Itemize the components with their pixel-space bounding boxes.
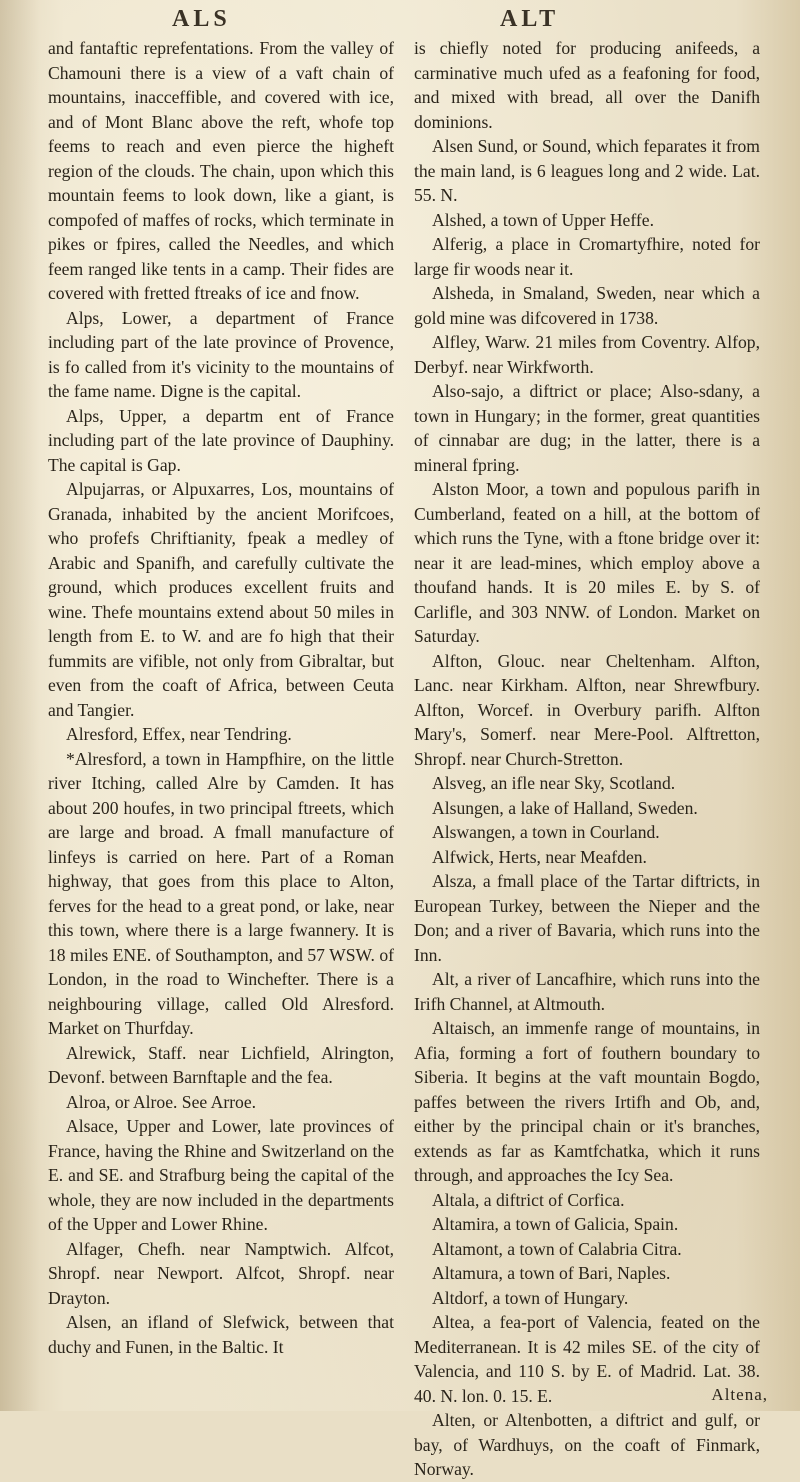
entry-altea: Altea, a fea-port of Valencia, feated on the Mediterranean. It is 42 miles SE. of the city of Valencia, and 110 S. by E. of Madrid. Lat. 38. 40. N. lon. 0. 15. E. [414,1312,760,1406]
entry-alsager: Alfager, Chefh. near Namptwich. Alfcot, Shropf. near Newport. Alfcot, Shropf. near Drayton. [48,1238,394,1308]
catchword: Altena, [711,1385,768,1404]
entry-alps-lower: Alps, Lower, a department of France including part of the late province of Provence, is fo called from it's vicinity to the mountains of the fame name. Digne is the capital. [48,307,394,401]
entry-alt: Alt, a river of Lancafhire, which runs into the Irifh Channel, at Altmouth. [414,969,760,1014]
entry-alroa: Alroa, or Alroe. See Arroe. [66,1091,257,1112]
entry-altamira: Altamira, a town of Galicia, Spain. [432,1214,679,1234]
entry-alsza: Alsza, a fmall place of the Tartar diftricts, in European Turkey, between the Nieper and the Don; and a river of Bavaria, which runs into the Inn. [414,871,760,965]
entry-alpujarras: Alpujarras, or Alpuxarres, Los, mountains of Granada, inhabited by the ancient Morifcoes, who profefs Chriftianity, fpeak a medley of Arabic and Spanifh, and carefully cultivate the ground, which produces excellent fruits and wine. Thefe mountains extend about 50 miles in length from E. to W. and are fo high that their fummits are vifible, not only from Gibraltar, but even from the coaft of Africa, between Ceuta and Tangier. [48,479,394,720]
entry-alsen-continued: is chiefly noted for producing anifeeds, a carminative much ufed as a feafoning for food, and mixed with bread, all over the Danifh dominions. [414,38,760,132]
entry-alswangen: Alswangen, a town in Courland. [432,822,660,842]
entry-chamouni-continued: and fantaftic reprefentations. From the valley of Chamouni there is a view of a vaft chain of mountains, inacceffible, and covered with ice, and of Mont Blanc above the reft, whofe top feems to reach and even pierce the higheft region of the clouds. The chain, upon which this mountain feems to look down, like a giant, is compofed of maffes of rocks, which terminate in pikes or fpires, called the Needles, and which feem ranged like tents in a camp. Their fides are covered with fretted ftreaks of ice and fnow. [48,38,394,303]
entry-also-sajo: Also-sajo, a diftrict or place; Also-sdany, a town in Hungary; in the former, great quantities of cinnabar are dug; in the latter, there is a mineral fpring. [414,381,760,475]
running-head-right: ALT [500,6,560,32]
entry-alshed: Alshed, a town of Upper Heffe. [432,209,654,230]
entry-alsley: Alfley, Warw. 21 miles from Coventry. Alfop, Derbyf. near Wirkfworth. [414,332,760,377]
entry-alsace: Alsace, Upper and Lower, late provinces of France, having the Rhine and Switzerland on the E. and SE. and Strafburg being the capital of the whole, they are now included in the departments of the Upper and Lower Rhine. [48,1116,394,1234]
entry-altaisch: Altaisch, an immenfe range of mountains, in Afia, forming a fort of fouthern boundary to Siberia. It begins at the vaft mountain Bogdo, paffes between the rivers Irtifh and Ob, and, either by the principal chain or it's branches, extends as far as Kamtfchatka, which it runs through, and approaches the Icy Sea. [414,1018,760,1185]
entry-altamont: Altamont, a town of Calabria Citra. [432,1238,682,1259]
left-column [48,36,394,1359]
entry-alten: Alten, or Altenbotten, a diftrict and gulf, or bay, of Wardhuys, on the coaft of Finmark, Norway. [414,1410,760,1479]
entry-altala: Altala, a diftrict of Corfica. [432,1189,625,1210]
page-header [0,2,800,40]
entry-alston-places: Alfton, Glouc. near Cheltenham. Alfton, Lanc. near Kirkham. Alfton, near Shrewfbury. Alfton, Worcef. in Overbury parifh. Alfton Mary's, Somerf. near Mere-Pool. Alftretton, Shropf. near Church-Stretton. [414,650,760,769]
entry-alsveg: Alsveg, an ifle near Sky, Scotland. [432,773,676,793]
entry-altamura: Altamura, a town of Bari, Naples. [432,1263,671,1283]
entry-alsheda: Alsheda, in Smaland, Sweden, near which a gold mine was difcovered in 1738. [414,283,760,328]
entry-alps-upper: Alps, Upper, a departm ent of France including part of the late province of Dauphiny. The capital is Gap. [48,405,394,475]
entry-alston-moor: Alston Moor, a town and populous parifh in Cumberland, feated on a hill, at the bottom of which runs the Tyne, with a ftone bridge over it: near it are lead-mines, which employ above a thoufand hands. It is 20 miles E. by S. of Carlifle, and 303 NNW. of London. Market on Saturday. [414,479,760,646]
entry-alswick: Alfwick, Herts, near Meafden. [432,846,647,867]
entry-alsungen: Alsungen, a lake of Halland, Sweden. [432,797,698,818]
running-head-left: ALS [172,6,231,32]
entry-alrewick: Alrewick, Staff. near Lichfield, Alrington, Devonf. between Barnftaple and the fea. [48,1042,394,1087]
entry-alserig: Alferig, a place in Cromartyfhire, noted for large fir woods near it. [414,234,760,279]
entry-alresford-essex: Alresford, Effex, near Tendring. [66,724,292,744]
entry-alsen: Alsen, an ifland of Slefwick, between that duchy and Funen, in the Baltic. It [48,1312,394,1357]
right-column [414,36,760,1482]
gutter-shadow [0,0,40,1411]
entry-alresford-hampshire: *Alresford, a town in Hampfhire, on the little river Itching, called Alre by Camden. It has about 200 houfes, in two principal ftreets, which are large and broad. A fmall manufacture of linfeys is carried on here. Part of a Roman highway, that goes from this place to Alton, ferves for the head to a great pond, or lake, near this town, where there is a large fwannery. It is 18 miles ENE. of Southampton, and 57 WSW. of London, in the road to Winchefter. There is a neighbouring village, called Old Alresford. Market on Thurfday. [48,748,394,1038]
entry-alsen-sund: Alsen Sund, or Sound, which feparates it from the main land, is 6 leagues long and 2 wide. Lat. 55. N. [414,136,760,205]
entry-altdorf: Altdorf, a town of Hungary. [432,1287,629,1308]
